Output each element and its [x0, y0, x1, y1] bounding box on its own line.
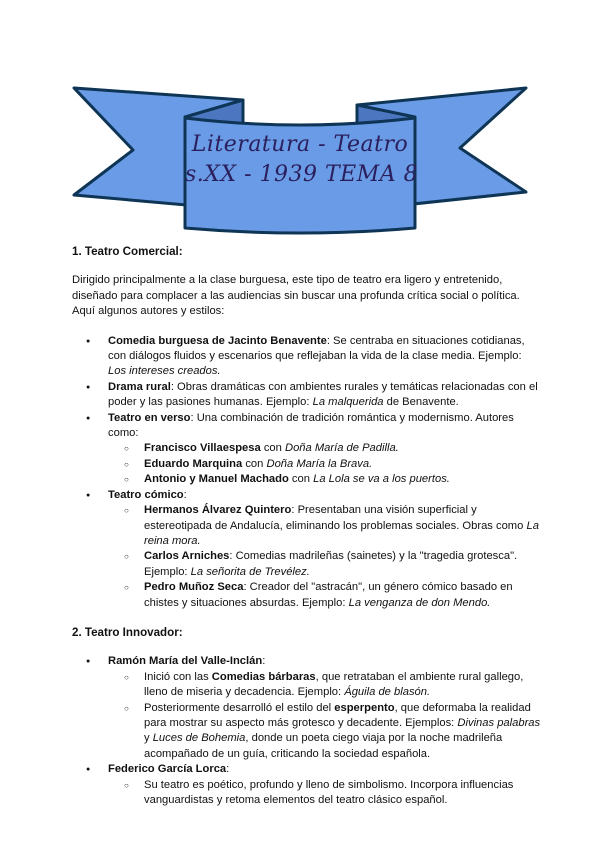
item-text: Su teatro es poético, profundo y lleno de simbolismo. Incorpora influencias vanguardistas y retoma elementos del teatro clásico español.	[144, 778, 514, 806]
sublist	[108, 778, 542, 809]
list-item	[72, 762, 542, 808]
item-term: esperpento	[334, 701, 395, 714]
sublist-item	[108, 778, 542, 809]
item-text: , donde un poeta ciego viaja por la noche madrileña acompañado de un guía, criticando la sociedad española.	[144, 732, 503, 760]
sublist-item	[108, 503, 542, 549]
item-text: con	[260, 442, 285, 455]
item-text: de Benavente.	[383, 396, 459, 409]
item-term: Drama rural	[108, 380, 171, 393]
sublist-item	[108, 580, 542, 611]
item-text: :	[262, 655, 266, 668]
item-work-title: La reina mora.	[144, 519, 539, 547]
section1-list	[72, 334, 542, 611]
item-text: y	[144, 732, 153, 745]
list-item	[72, 654, 542, 762]
item-work-title: Doña María la Brava.	[266, 457, 373, 470]
author-name: Francisco Villaespesa	[144, 442, 261, 455]
item-text: : Creador del "astracán", un género cómico basado en chistes y situaciones absurdas. Ejemplo:	[144, 581, 513, 609]
banner-title-line1: Literatura - Teatro	[191, 132, 409, 157]
item-work-title: Divinas palabras	[457, 716, 541, 729]
sublist-item	[108, 549, 542, 580]
section2-heading: 2. Teatro Innovador:	[72, 625, 183, 639]
item-work-title: Luces de Bohemia	[152, 732, 246, 745]
item-term: Comedias bárbaras	[211, 670, 316, 683]
item-work-title: La Lola se va a los puertos.	[313, 473, 450, 486]
item-term: Teatro cómico	[108, 488, 184, 501]
item-term: Teatro en verso	[108, 411, 191, 424]
item-text: Posteriormente desarrolló el estilo del	[144, 701, 335, 714]
item-text: :	[183, 488, 187, 501]
author-name: Federico García Lorca	[108, 763, 227, 776]
sublist	[108, 441, 542, 487]
sublist	[108, 503, 542, 611]
section1-intro: Dirigido principalmente a la clase burguesa, este tipo de teatro era ligero y entretenido, diseñado para complacer a las audiencias sin buscar una profunda crítica social o política. Aquí algunos autores y estilos:	[72, 274, 520, 318]
item-work-title: Águila de blasón.	[344, 686, 431, 699]
item-text: con	[288, 473, 314, 486]
sublist-item	[108, 457, 542, 472]
item-text: con	[242, 457, 267, 470]
item-text: , que deformaba la realidad para mostrar su aspecto más grotesco y decadente. Ejemplos:	[144, 701, 531, 729]
title-banner	[60, 70, 540, 240]
sublist-item	[108, 701, 542, 763]
author-name: Carlos Arniches	[144, 550, 230, 563]
author-name: Ramón María del Valle-Inclán	[108, 655, 263, 668]
item-text: :	[226, 763, 230, 776]
item-text: , que retrataban el ambiente rural gallego, lleno de miseria y decadencia. Ejemplo:	[144, 670, 524, 699]
item-text: : Presentaban una visión superficial y estereotipada de Andalucía, eliminando los problemas sociales. Obras como	[144, 504, 527, 532]
banner-title	[185, 130, 419, 190]
section1-heading: 1. Teatro Comercial:	[72, 245, 183, 258]
list-item	[72, 411, 542, 488]
section2-list	[72, 654, 542, 808]
item-text: Inició con las	[144, 670, 212, 683]
banner-title-line2: s.XX - 1939 TEMA 8	[185, 162, 419, 187]
author-name: Pedro Muñoz Seca	[144, 581, 244, 594]
sublist-item	[108, 441, 542, 456]
document-body	[72, 244, 542, 808]
author-name: Antonio y Manuel Machado	[144, 473, 289, 486]
sublist-item	[108, 670, 542, 701]
sublist	[108, 670, 542, 762]
item-text: : Una combinación de tradición romántica y modernismo. Autores como:	[108, 411, 514, 440]
item-work-title: La venganza de don Mendo.	[348, 596, 491, 609]
section2	[72, 625, 542, 808]
sublist-item	[108, 472, 542, 487]
item-text: : Se centraba en situaciones cotidianas, con diálogos fluidos y escenarios que reflejaban la vida de la clase media. Ejemplo:	[108, 334, 525, 363]
item-work-title: Los intereses creados.	[108, 365, 221, 378]
list-item	[72, 488, 542, 611]
item-work-title: La señorita de Trevélez.	[190, 565, 310, 578]
list-item	[72, 380, 542, 411]
author-name: Eduardo Marquina	[144, 457, 243, 470]
item-work-title: Doña María de Padilla.	[284, 442, 399, 455]
item-work-title: La malquerida	[312, 396, 384, 409]
list-item	[72, 334, 542, 380]
item-term: Comedia burguesa de Jacinto Benavente	[108, 334, 327, 347]
item-text: : Obras dramáticas con ambientes rurales y temáticas relacionadas con el poder y las pasiones humanas. Ejemplo:	[108, 380, 538, 409]
author-name: Hermanos Álvarez Quintero	[144, 504, 292, 517]
item-text: : Comedias madrileñas (sainetes) y la "tragedia grotesca". Ejemplo:	[144, 550, 518, 578]
